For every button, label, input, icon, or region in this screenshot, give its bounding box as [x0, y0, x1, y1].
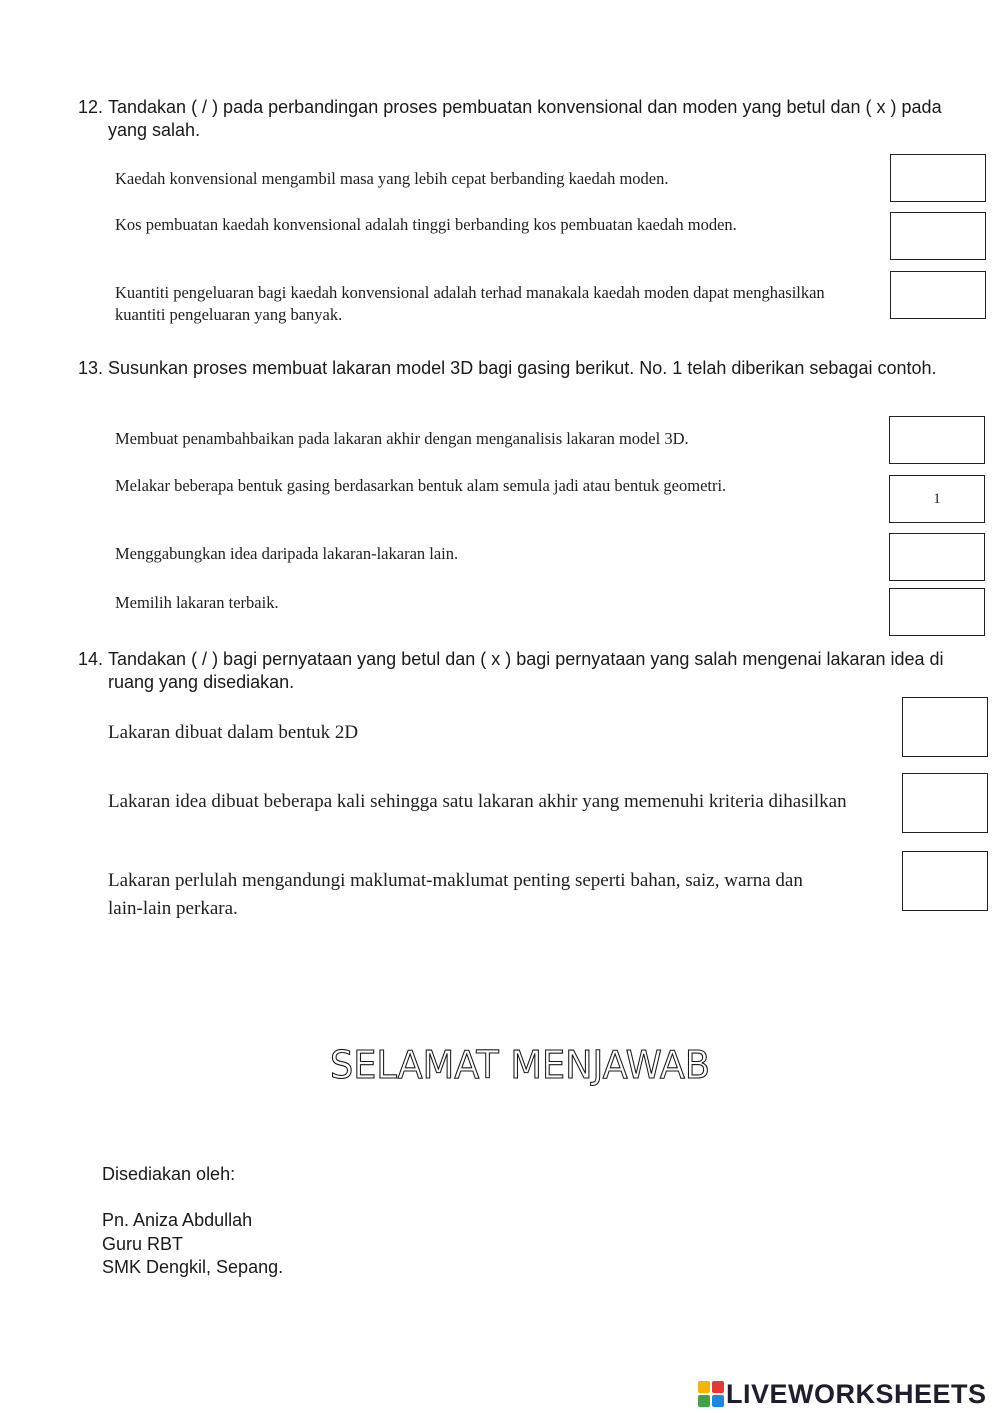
- prepared-by-label: Disediakan oleh:: [102, 1164, 236, 1184]
- closing-text: SELAMAT MENJAWAB: [330, 1043, 710, 1087]
- question-text: Tandakan ( / ) bagi pernyataan yang betul dan ( x ) bagi pernyataan yang salah mengenai lakaran idea di ruang yang disediakan.: [108, 649, 944, 692]
- question-text: Susunkan proses membuat lakaran model 3D bagi gasing berikut. No. 1 telah diberikan sebagai contoh.: [108, 358, 937, 378]
- answer-box[interactable]: [890, 154, 986, 202]
- statement-text: Membuat penambahbaikan pada lakaran akhir dengan menganalisis lakaran model 3D.: [115, 429, 689, 448]
- closing-message: [300, 1030, 740, 1100]
- statement-text: Kaedah konvensional mengambil masa yang lebih cepat berbanding kaedah moden.: [115, 169, 669, 188]
- statement-text: Lakaran dibuat dalam bentuk 2D: [108, 722, 359, 743]
- statement-text: Kuantiti pengeluaran bagi kaedah konvensional adalah terhad manakala kaedah moden dapat menghasilkan kuantiti pengeluaran yang banyak.: [115, 283, 825, 324]
- answer-box[interactable]: [902, 697, 988, 757]
- statement-text: Lakaran perlulah mengandungi maklumat-maklumat penting seperti bahan, saiz, warna dan lain-lain perkara.: [108, 870, 803, 919]
- statement-text: Kos pembuatan kaedah konvensional adalah tinggi berbanding kos pembuatan kaedah moden.: [115, 215, 737, 234]
- statement-text: Menggabungkan idea daripada lakaran-lakaran lain.: [115, 544, 459, 563]
- answer-box[interactable]: [902, 773, 988, 833]
- answer-box[interactable]: [890, 212, 986, 260]
- answer-box[interactable]: [889, 416, 985, 464]
- answer-box[interactable]: 1: [889, 475, 985, 523]
- author-name: Pn. Aniza Abdullah: [102, 1210, 253, 1230]
- question-text: Tandakan ( / ) pada perbandingan proses pembuatan konvensional dan moden yang betul dan ( x ) pada yang salah.: [108, 97, 942, 140]
- statement-text: Lakaran idea dibuat beberapa kali sehingga satu lakaran akhir yang memenuhi kriteria dihasilkan: [108, 791, 847, 812]
- answer-box[interactable]: [902, 851, 988, 911]
- liveworksheets-icon: [698, 1381, 724, 1407]
- answer-box[interactable]: [890, 271, 986, 319]
- answer-box[interactable]: [889, 533, 985, 581]
- author-role: Guru RBT: [102, 1234, 184, 1254]
- answer-box[interactable]: [889, 588, 985, 636]
- liveworksheets-logo: [698, 1379, 987, 1409]
- author-school: SMK Dengkil, Sepang.: [102, 1257, 284, 1277]
- question-number: 13.: [78, 358, 104, 378]
- question-14: [78, 648, 978, 696]
- question-number: 12.: [78, 97, 104, 117]
- question-12: [78, 96, 978, 144]
- statement-text: Memilih lakaran terbaik.: [115, 593, 279, 612]
- question-number: 14.: [78, 649, 104, 669]
- statement-text: Melakar beberapa bentuk gasing berdasarkan bentuk alam semula jadi atau bentuk geometri.: [115, 476, 727, 495]
- logo-text: LIVEWORKSHEETS: [726, 1378, 987, 1409]
- question-13: [78, 357, 978, 405]
